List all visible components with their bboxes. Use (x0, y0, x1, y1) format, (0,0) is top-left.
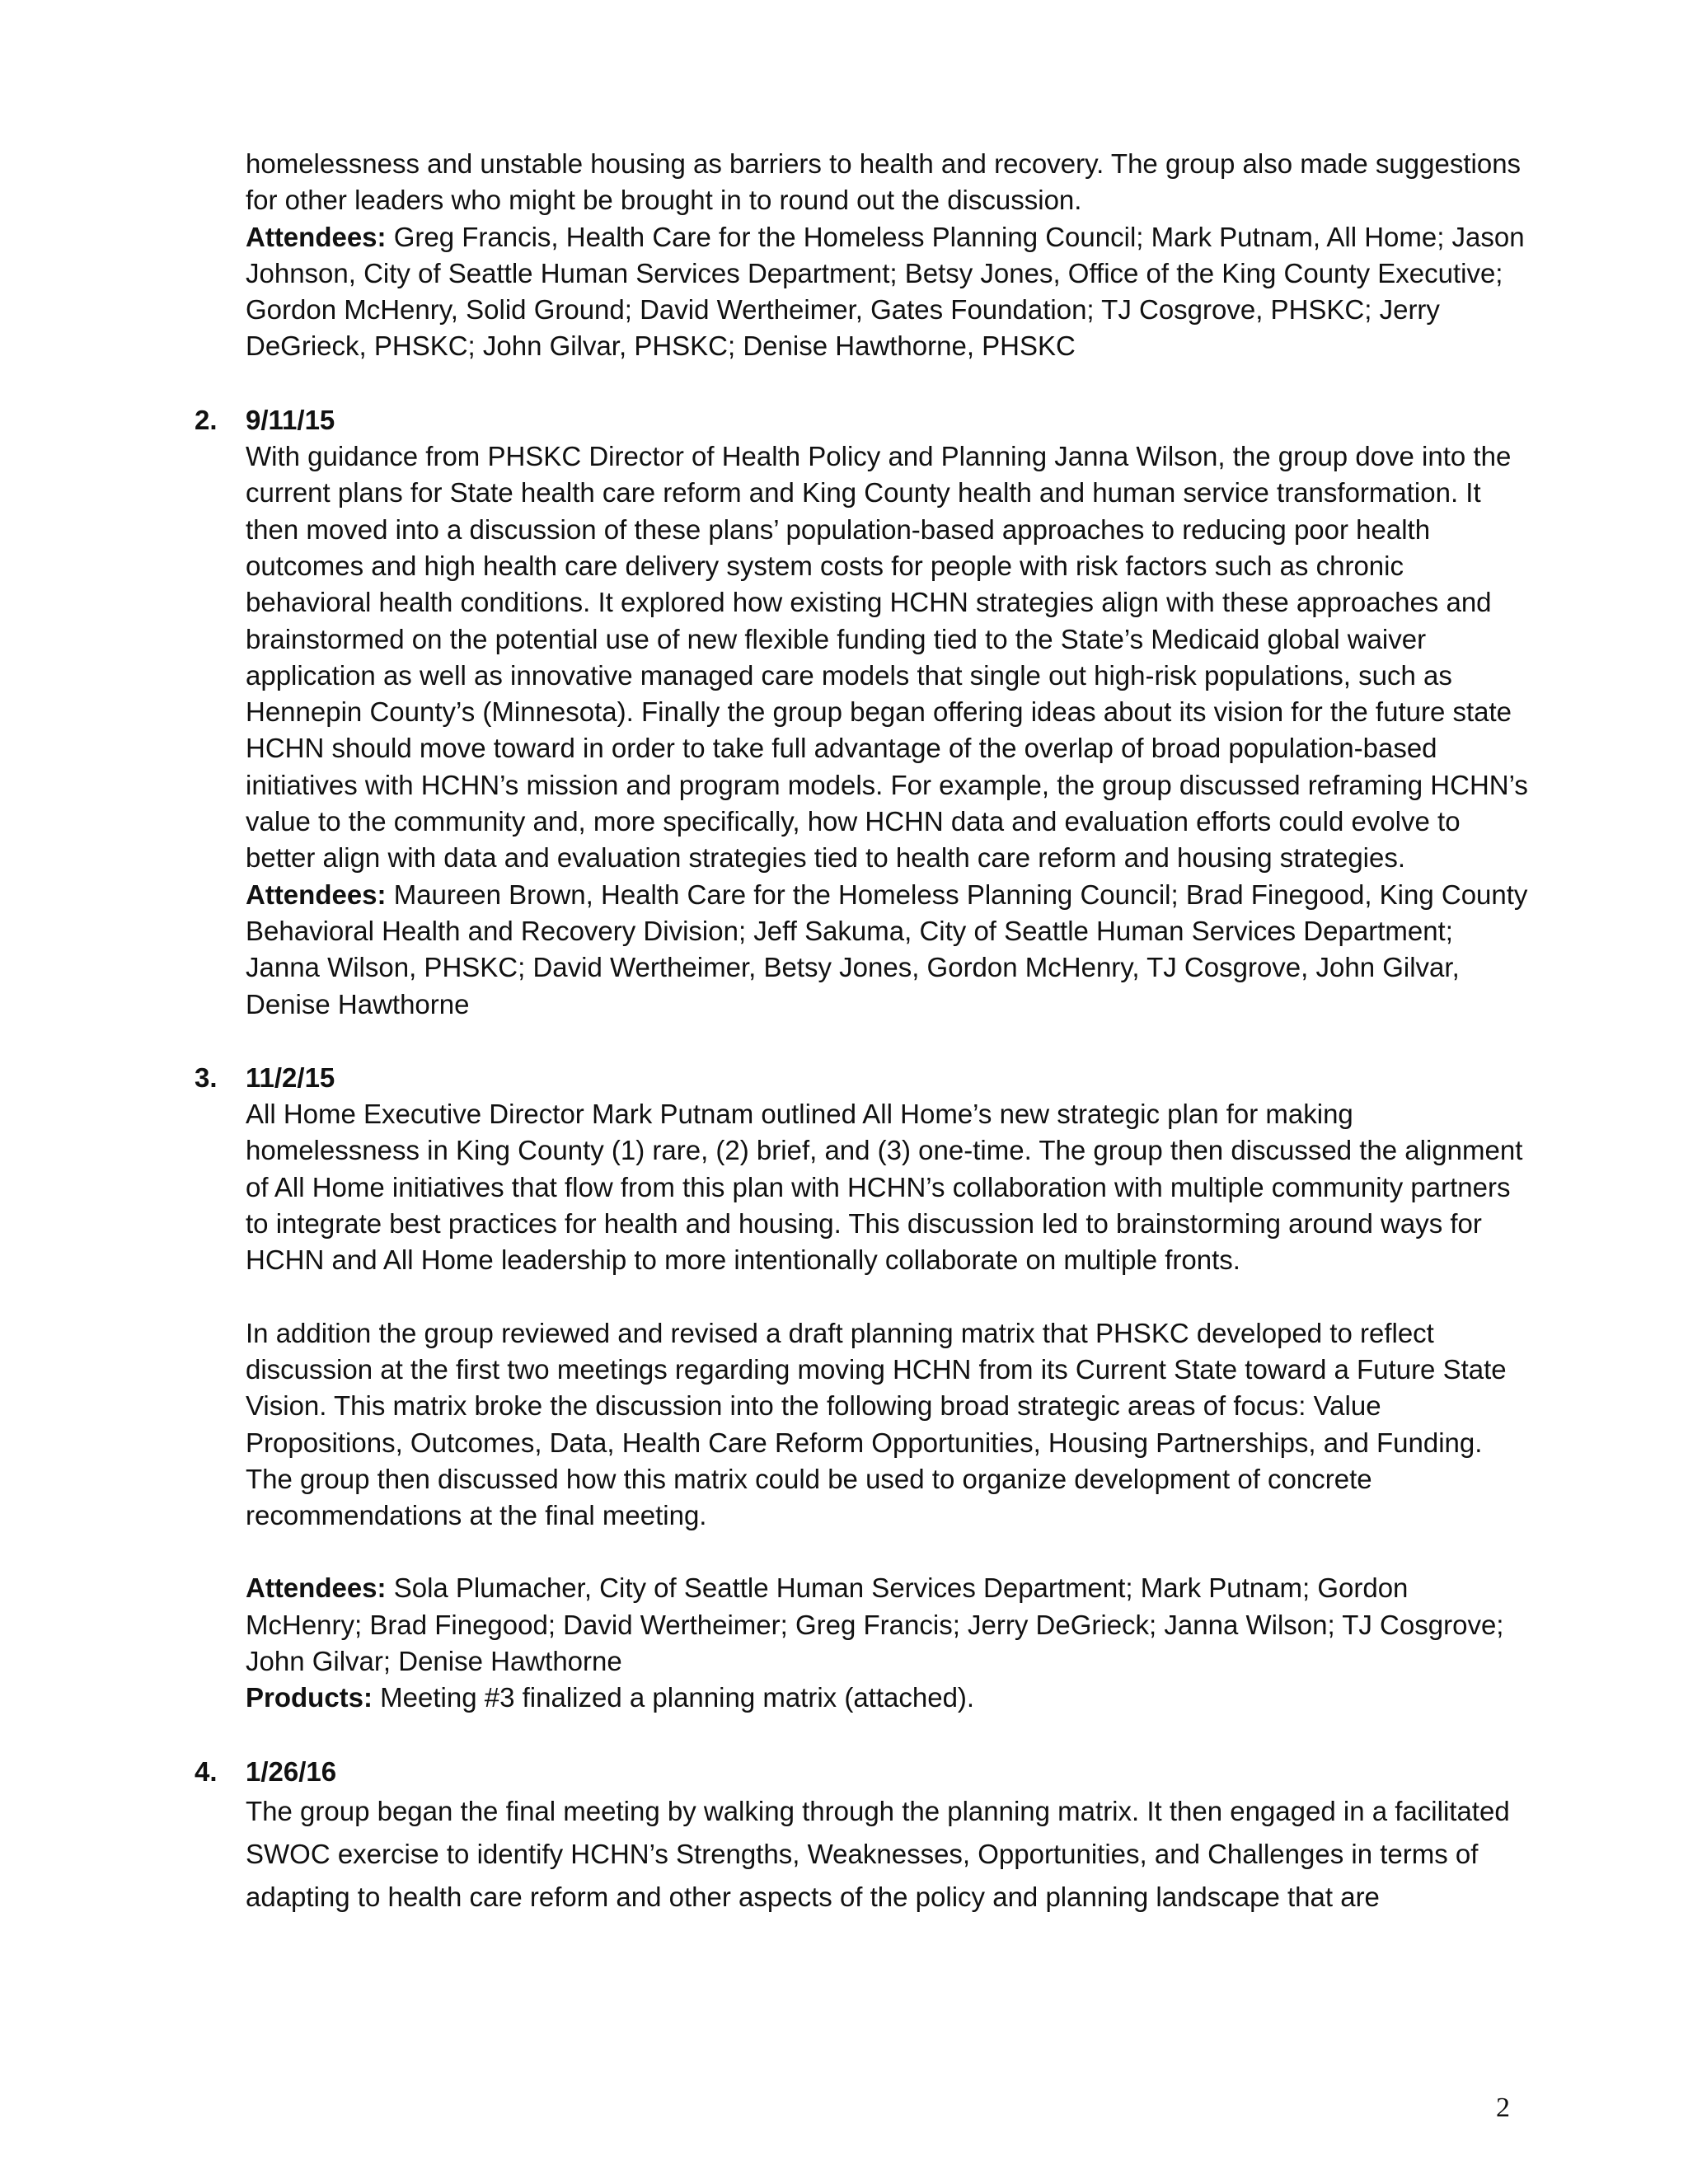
intro-attendees-text: Greg Francis, Health Care for the Homeless Planning Council; Mark Putnam, All Home; Jason Johnson, City of Seattle Human Services Department; Betsy Jones, Office of the King County Executive; Gordon McHenry, Solid Ground; David Wertheimer, Gates Foundation; TJ Cosgrove, PHSKC; Jerry DeGrieck, PHSKC; John Gilvar, PHSKC; Denise Hawthorne, PHSKC (246, 221, 1525, 362)
intro-text: homelessness and unstable housing as barriers to health and recovery. The group also made suggestions for other leaders who might be brought in to round out the discussion. (246, 148, 1522, 216)
page-number: 2 (1496, 2093, 1510, 2123)
section-3-attendees-text: Sola Plumacher, City of Seattle Human Services Department; Mark Putnam; Gordon McHenry; Brad Finegood; David Wertheimer; Greg Francis; Jerry DeGrieck; Janna Wilson; TJ Cosgrove; John Gilvar; Denise Hawthorne (246, 1572, 1504, 1676)
section-4-date: 1/26/16 (246, 1755, 337, 1787)
section-2-heading (195, 402, 1531, 438)
section-3-heading (195, 1060, 1531, 1096)
section-3-text-2: In addition the group reviewed and revised a draft planning matrix that PHSKC developed to reflect discussion at the first two meetings regarding moving HCHN from its Current State toward a Future State Vision. This matrix broke the discussion into the following broad strategic areas of focus: Value Propositions, Outcomes, Data, Health Care Reform Opportunities, Housing Partnerships, and Funding. The group then discussed how this matrix could be used to organize development of concrete recommendations at the final meeting. (246, 1317, 1507, 1531)
section-3-body (246, 1096, 1531, 1278)
intro-paragraph (246, 146, 1531, 365)
section-2-body (246, 438, 1531, 1023)
section-2-attendees-label: Attendees: (246, 879, 387, 910)
section-4-number: 4. (195, 1755, 218, 1787)
section-2-date: 9/11/15 (246, 404, 335, 435)
section-2-text: With guidance from PHSKC Director of Health Policy and Planning Janna Wilson, the group dove into the current plans for State health care reform and King County health and human service transformation. It then moved into a discussion of these plans’ population-based approaches to reducing poor health outcomes and high health care delivery system costs for people with risk factors such as chronic behavioral health conditions. It explored how existing HCHN strategies align with these approaches and brainstormed on the potential use of new flexible funding tied to the State’s Medicaid global waiver application as well as innovative managed care models that single out high-risk populations, such as Hennepin County’s (Minnesota). Finally the group began offering ideas about its vision for the future state HCHN should move toward in order to take full advantage of the overlap of broad population-based initiatives with HCHN’s mission and program models. For example, the group discussed reframing HCHN’s value to the community and, more specifically, how HCHN data and evaluation efforts could evolve to better align with data and evaluation strategies tied to health care reform and housing strategies. (246, 441, 1528, 874)
page-content (195, 146, 1531, 1919)
section-4-body (246, 1790, 1531, 1919)
section-3-text: All Home Executive Director Mark Putnam outlined All Home’s new strategic plan for making homelessness in King County (1) rare, (2) brief, and (3) one-time. The group then discussed the alignment of All Home initiatives that flow from this plan with HCHN’s collaboration with multiple community partners to integrate best practices for health and housing. This discussion led to brainstorming around ways for HCHN and All Home leadership to more intentionally collaborate on multiple fronts. (246, 1099, 1523, 1276)
section-4-heading (195, 1754, 1531, 1790)
section-3-body-2 (246, 1315, 1531, 1535)
section-3-attendees-label: Attendees: (246, 1572, 387, 1604)
section-3-date: 11/2/15 (246, 1062, 335, 1093)
section-3-products-label: Products: (246, 1682, 373, 1713)
section-4-text: The group began the final meeting by walking through the planning matrix. It then engaged in a facilitated SWOC exercise to identify HCHN’s Strengths, Weaknesses, Opportunities, and Challenges in terms of adapting to health care reform and other aspects of the policy and planning landscape that are (246, 1795, 1510, 1912)
section-2-attendees-text: Maureen Brown, Health Care for the Homeless Planning Council; Brad Finegood, King County Behavioral Health and Recovery Division; Jeff Sakuma, City of Seattle Human Services Department; Janna Wilson, PHSKC; David Wertheimer, Betsy Jones, Gordon McHenry, TJ Cosgrove, John Gilvar, Denise Hawthorne (246, 879, 1528, 1019)
section-2-number: 2. (195, 404, 218, 435)
section-3-attendees (246, 1570, 1531, 1716)
section-3-number: 3. (195, 1062, 218, 1093)
intro-attendees-label: Attendees: (246, 221, 387, 252)
section-3-products-text: Meeting #3 finalized a planning matrix (attached). (373, 1682, 975, 1713)
